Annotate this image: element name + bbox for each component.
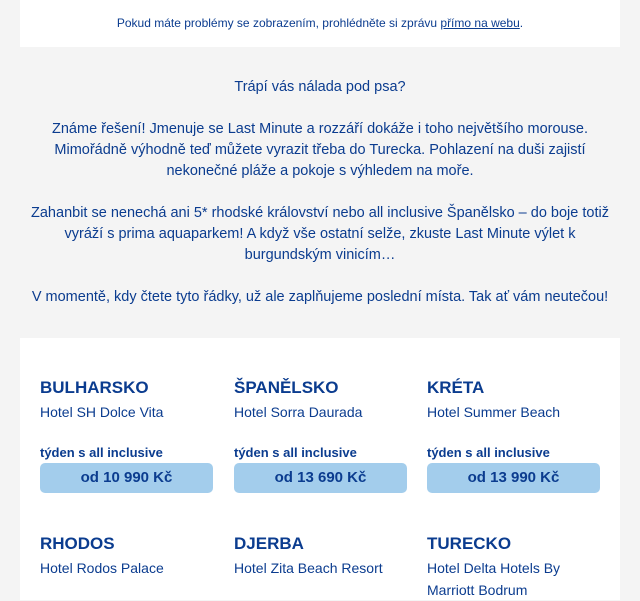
offer-hotel[interactable]: Hotel Zita Beach Resort (234, 560, 383, 576)
web-view-text: Pokud máte problémy se zobrazením, prohlédněte si zprávu (116, 16, 441, 30)
offer-price-button[interactable]: od 13 990 Kč (427, 463, 600, 493)
offer-card-bulharsko[interactable] (40, 378, 214, 486)
intro-text (20, 47, 620, 337)
offer-card-spanelsko[interactable] (234, 378, 408, 486)
intro-line: Mimořádně výhodně teď můžete vyrazit třeba do Turecka. Pohlazení na duši zajistí (54, 142, 586, 158)
offer-destination: DJERBA (234, 534, 304, 553)
offer-hotel-line: Marriott Bodrum (427, 582, 528, 598)
intro-line: nekonečné pláže a pokoje s výhledem na moře. (166, 163, 474, 179)
offer-price-button[interactable]: od 13 690 Kč (234, 463, 407, 493)
offer-hotel[interactable]: Hotel Summer Beach (427, 404, 561, 420)
offer-subtitle: týden s all inclusive (40, 445, 163, 460)
offer-hotel[interactable]: Hotel SH Dolce Vita (40, 404, 164, 420)
intro-line: Zahanbit se nenechá ani 5* rhodské království nebo all inclusive Španělsko – do boje totiž (31, 205, 609, 221)
offer-card-turecko[interactable] (427, 534, 601, 601)
web-view-end: . (519, 16, 524, 30)
offer-subtitle: týden s all inclusive (234, 445, 357, 460)
offer-subtitle: týden s all inclusive (427, 445, 550, 460)
offer-price-button[interactable]: od 10 990 Kč (40, 463, 213, 493)
offer-hotel[interactable]: Hotel Sorra Daurada (234, 404, 363, 420)
intro-line: Známe řešení! Jmenuje se Last Minute a rozzáří dokáže i toho největšího morouse. (52, 121, 588, 137)
offer-destination: TURECKO (427, 534, 512, 553)
offer-hotel-line: Hotel Delta Hotels By (427, 560, 561, 576)
intro-line: burgundským vinicím… (244, 247, 396, 263)
intro-closing: V momentě, kdy čtete tyto řádky, už ale zaplňujeme poslední místa. Tak ať vám neutečou! (31, 289, 609, 305)
offer-card-kreta[interactable] (427, 378, 601, 486)
offer-destination: ŠPANĚLSKO (234, 378, 339, 397)
offer-card-djerba[interactable] (234, 534, 408, 579)
offer-destination: KRÉTA (427, 378, 485, 397)
web-view-link[interactable]: přímo na webu (440, 16, 520, 30)
offer-hotel[interactable] (427, 557, 601, 601)
offer-card-rhodos[interactable] (40, 534, 214, 579)
offers-grid (20, 338, 620, 600)
intro-line: vyráží s prima aquaparkem! A když vše ostatní selže, zkuste Last Minute výlet k (64, 226, 576, 242)
offer-destination: RHODOS (40, 534, 115, 553)
offer-destination: BULHARSKO (40, 378, 149, 397)
web-view-notice (20, 0, 620, 47)
intro-heading: Trápí vás nálada pod psa? (234, 79, 406, 95)
offer-hotel[interactable]: Hotel Rodos Palace (40, 560, 164, 576)
